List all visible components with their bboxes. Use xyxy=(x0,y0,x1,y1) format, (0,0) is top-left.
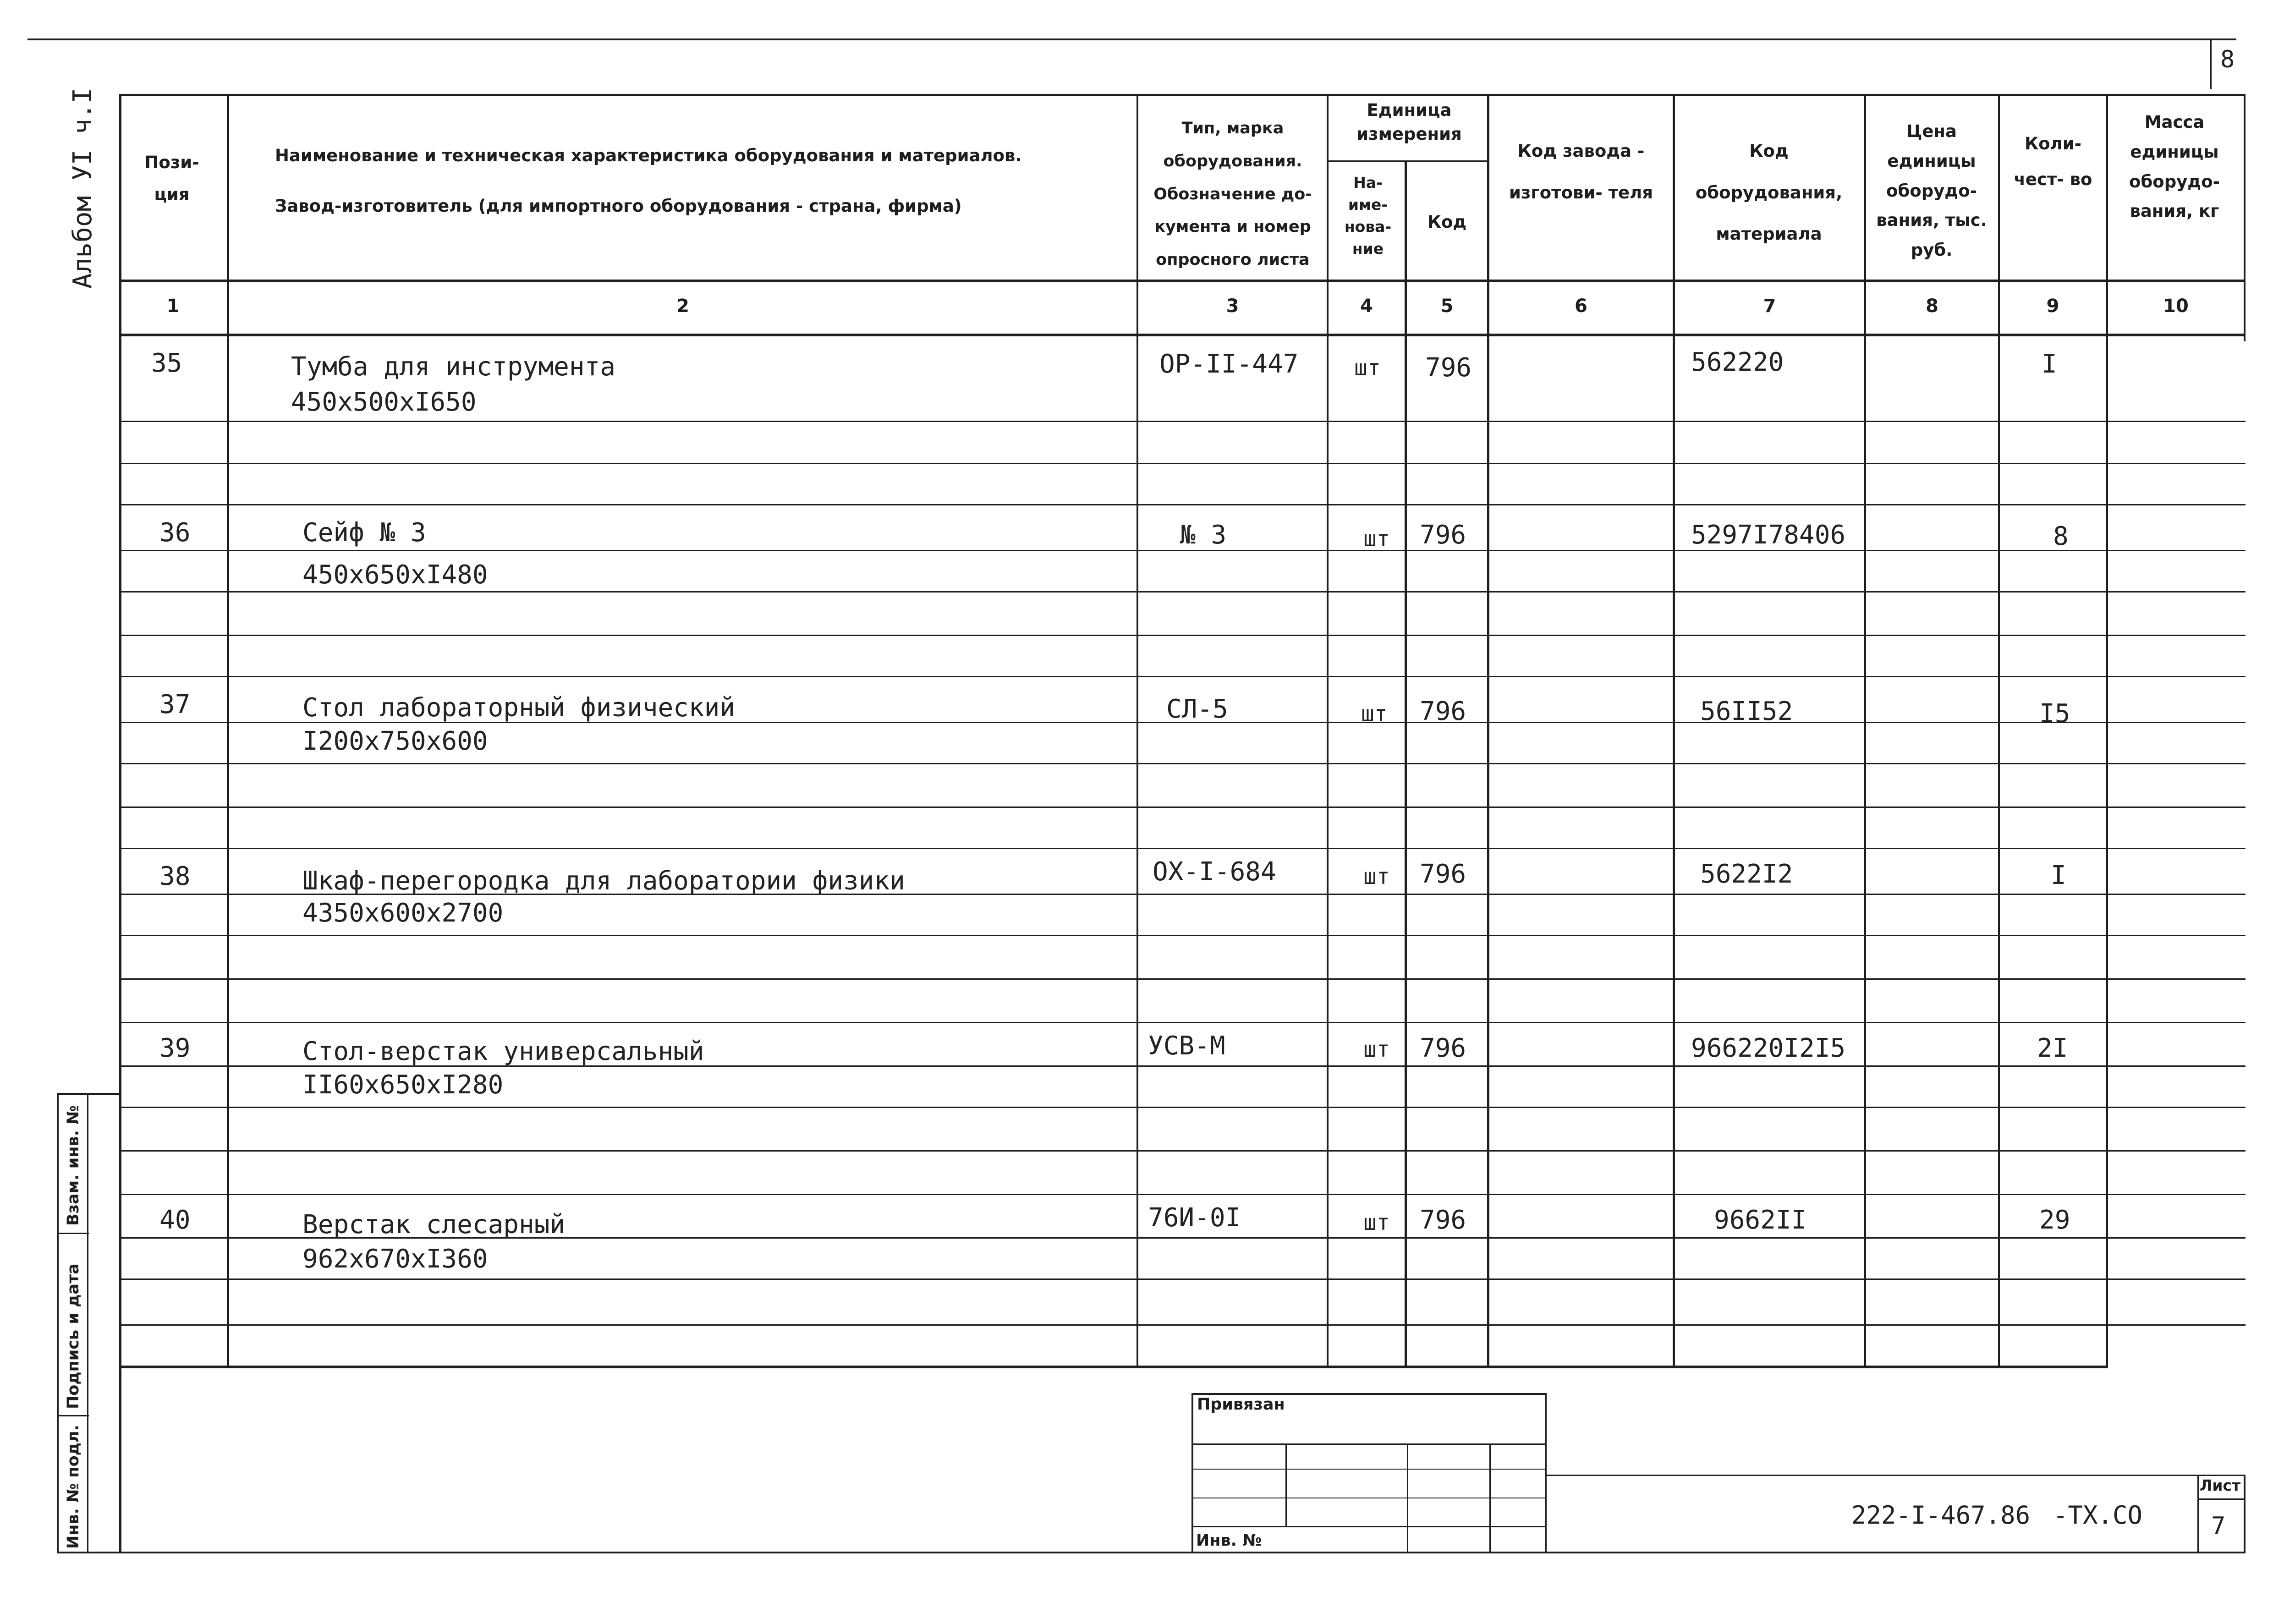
col-line-3 xyxy=(1327,94,1329,1368)
row-37-unit: шт xyxy=(1361,701,1388,727)
row-35-code: 796 xyxy=(1425,353,1472,383)
list-number: 7 xyxy=(2211,1512,2226,1540)
row-line xyxy=(119,591,2246,593)
side-stamp-divider xyxy=(87,1093,88,1553)
row-39-dims: II60х650хI280 xyxy=(302,1070,504,1100)
privyazan-label: Привязан xyxy=(1197,1395,1285,1414)
colnum-9: 9 xyxy=(2046,296,2059,317)
row-39-type: УСВ-М xyxy=(1148,1031,1225,1061)
row-line xyxy=(119,1278,2246,1280)
row-35-pos: 35 xyxy=(151,348,182,378)
doc-suffix: -ТХ.СО xyxy=(2053,1501,2143,1530)
row-37-dims: I200х750х600 xyxy=(302,726,488,756)
col-line-6 xyxy=(1673,94,1675,1368)
col-line-9 xyxy=(2106,94,2108,1368)
row-35-unit: шт xyxy=(1354,355,1381,381)
colnum-7: 7 xyxy=(1763,296,1776,317)
row-line xyxy=(119,635,2246,636)
title-block-right-edge xyxy=(2244,1475,2246,1553)
row-36-type: № 3 xyxy=(1180,520,1227,550)
row-line xyxy=(119,1150,2246,1152)
row-line xyxy=(119,1194,2246,1195)
album-label: Альбом УI ч.I xyxy=(68,88,98,289)
row-39-unit: шт xyxy=(1363,1037,1390,1062)
row-line xyxy=(119,978,2246,980)
row-36-name: Сейф № 3 xyxy=(302,518,426,548)
privyazan-box xyxy=(1191,1393,1547,1553)
colnum-8: 8 xyxy=(1926,296,1938,317)
side-stamp-vzam: Взам. инв. № xyxy=(64,1105,82,1226)
colnum-10: 10 xyxy=(2163,296,2189,317)
colnum-1: 1 xyxy=(166,296,180,317)
row-40-equip-code: 9662II xyxy=(1714,1205,1807,1235)
row-40-unit: шт xyxy=(1363,1210,1390,1235)
row-35-dims: 450х500хI650 xyxy=(291,387,477,417)
privyazan-vline-1 xyxy=(1285,1443,1287,1526)
row-line xyxy=(119,848,2246,849)
row-39-pos: 39 xyxy=(159,1033,191,1063)
col-line-5 xyxy=(1487,94,1489,1368)
row-line xyxy=(119,1107,2246,1108)
row-39-equip-code: 966220I2I5 xyxy=(1691,1033,1846,1063)
row-line xyxy=(119,1324,2246,1326)
row-line xyxy=(119,550,2246,551)
row-35-name: Тумба для инструмента xyxy=(291,352,616,382)
table-bottom-line xyxy=(119,1366,2108,1368)
row-35-equip-code: 562220 xyxy=(1691,347,1784,377)
row-39-name: Стол-верстак универсальный xyxy=(302,1037,704,1066)
row-40-name: Верстак слесарный xyxy=(302,1210,566,1240)
row-38-dims: 4350х600х2700 xyxy=(302,898,504,928)
row-line xyxy=(119,807,2246,808)
header-price: Цена единицы оборудо- вания, тыс. руб. xyxy=(1876,121,1987,260)
row-line xyxy=(119,676,2246,677)
row-line xyxy=(119,463,2246,464)
row-37-qty: I5 xyxy=(2039,699,2070,729)
row-35-type: ОР-II-447 xyxy=(1159,349,1299,379)
row-37-equip-code: 56II52 xyxy=(1700,697,1793,726)
row-38-code: 796 xyxy=(1420,859,1466,889)
row-36-equip-code: 5297I78406 xyxy=(1691,520,1846,550)
row-35-qty: I xyxy=(2042,349,2057,379)
page-number: 8 xyxy=(2220,46,2235,73)
row-38-unit: шт xyxy=(1363,864,1390,889)
list-label: Лист xyxy=(2200,1476,2241,1494)
row-line xyxy=(119,421,2246,422)
row-37-pos: 37 xyxy=(159,690,191,719)
row-40-code: 796 xyxy=(1420,1205,1466,1235)
col-line-8 xyxy=(1998,94,2000,1368)
side-stamp-podpis: Подпись и дата xyxy=(64,1263,82,1409)
side-stamp-sep-2 xyxy=(57,1415,89,1416)
row-36-code: 796 xyxy=(1420,520,1466,550)
row-38-type: ОХ-I-684 xyxy=(1153,857,1276,887)
row-39-qty: 2I xyxy=(2037,1033,2068,1063)
row-line xyxy=(119,1022,2246,1023)
col-line-1 xyxy=(227,94,229,1368)
row-line xyxy=(119,504,2246,505)
header-unit: Единица измерения xyxy=(1356,100,1462,144)
header-type: Тип, марка оборудования. Обозначение до- кумента и номер опросного листа xyxy=(1153,119,1312,269)
side-stamp-sep-1 xyxy=(57,1233,89,1234)
bottom-border-line xyxy=(57,1552,2246,1553)
header-equip-code: Код оборудования, материала xyxy=(1695,141,1843,244)
privyazan-vline-2 xyxy=(1407,1443,1408,1553)
row-38-name: Шкаф-перегородка для лаборатории физики xyxy=(302,866,905,896)
row-38-qty: I xyxy=(2051,861,2066,890)
title-block-list-divider xyxy=(2197,1475,2199,1553)
row-line xyxy=(119,935,2246,936)
header-mass: Масса единицы оборудо- вания, кг xyxy=(2129,112,2220,221)
privyazan-line-2 xyxy=(1191,1469,1547,1470)
row-40-dims: 962х670хI360 xyxy=(302,1244,488,1274)
doc-code: 222-I-467.86 xyxy=(1851,1501,2031,1530)
inv-no-label: Инв. № xyxy=(1196,1531,1262,1550)
privyazan-line-1 xyxy=(1191,1443,1547,1445)
colnum-2: 2 xyxy=(676,296,689,317)
colnum-3: 3 xyxy=(1226,296,1239,317)
col-line-2 xyxy=(1136,94,1138,1368)
side-stamp-inv-podl: Инв. № подл. xyxy=(64,1425,82,1549)
main-table-right-edge xyxy=(2244,94,2246,341)
colnum-5: 5 xyxy=(1440,296,1454,317)
row-37-name: Стол лабораторный физический xyxy=(302,693,736,723)
row-36-dims: 450х650хI480 xyxy=(302,560,488,590)
colnum-6: 6 xyxy=(1575,296,1587,317)
header-bottom-line xyxy=(119,280,2246,282)
unit-subheader-line xyxy=(1327,160,1487,162)
row-37-code: 796 xyxy=(1420,697,1466,726)
row-36-pos: 36 xyxy=(159,518,191,548)
row-40-type: 76И-0I xyxy=(1148,1203,1241,1233)
title-block-top-line xyxy=(1547,1475,2246,1476)
title-block-list-line xyxy=(2197,1498,2246,1500)
header-name-line2: Завод-изготовитель (для импортного оборудования - страна, фирма) xyxy=(275,196,962,216)
row-40-pos: 40 xyxy=(159,1205,191,1235)
privyazan-vline-3 xyxy=(1489,1443,1491,1553)
page-number-divider xyxy=(2210,38,2212,89)
row-40-qty: 29 xyxy=(2039,1205,2070,1235)
header-unit-name: На- име- нова- ние xyxy=(1344,174,1392,258)
row-36-qty: 8 xyxy=(2053,521,2069,551)
row-37-type: СЛ-5 xyxy=(1166,694,1228,724)
row-38-pos: 38 xyxy=(159,861,191,891)
row-36-unit: шт xyxy=(1363,526,1390,552)
row-38-equip-code: 5622I2 xyxy=(1700,859,1793,889)
top-border-line xyxy=(27,38,2236,40)
row-39-code: 796 xyxy=(1420,1033,1466,1063)
privyazan-line-4 xyxy=(1191,1526,1547,1527)
colnum-bottom-line xyxy=(119,334,2246,336)
header-unit-code: Код xyxy=(1427,212,1467,232)
colnum-4: 4 xyxy=(1360,296,1373,317)
header-name-line1: Наименование и техническая характеристика оборудования и материалов. xyxy=(275,146,1022,165)
header-position: Пози- ция xyxy=(144,153,199,205)
col-line-7 xyxy=(1864,94,1866,1368)
header-qty: Коли- чест- во xyxy=(2014,134,2092,189)
header-factory-code: Код завода - изготови- теля xyxy=(1509,141,1653,203)
row-line xyxy=(119,763,2246,764)
